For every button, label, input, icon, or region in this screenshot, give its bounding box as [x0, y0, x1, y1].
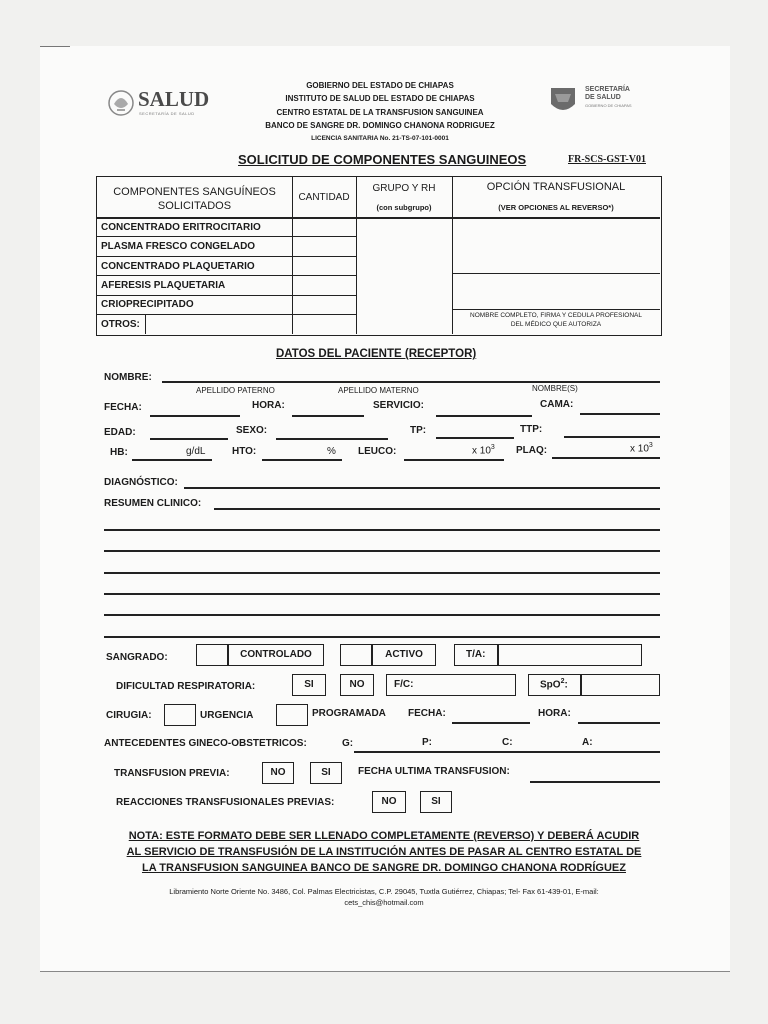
urgencia-label: URGENCIA [200, 710, 254, 721]
salud-logo [108, 86, 218, 122]
header-line-5: LICENCIA SANITARIA No. 21-TS-07-101-0001 [311, 135, 449, 142]
resumen-line [104, 529, 660, 531]
row-otros: OTROS: [101, 319, 140, 330]
paper-edge [40, 971, 730, 972]
institution-header [240, 81, 520, 147]
resumen-label: RESUMEN CLINICO: [104, 498, 202, 509]
cirugia-label: CIRUGIA: [106, 710, 152, 721]
resumen-line [104, 550, 660, 552]
hb-label: HB: [110, 447, 128, 458]
edad-line [150, 438, 228, 440]
nota: NOTA: ESTE FORMATO DEBE SER LLENADO COMPLETAMENTE (REVERSO) Y DEBERÁ ACUDIR AL SERVICIO DE TRANSFUSIÓN DE LA INSTITUCIÓN ANTES DE PASAR AL CENTRO ESTATAL DE LA TRANSFUSION SANGUINEA BANCO DE SANGRE DR. DOMINGO CHANONA RODRÍGUEZ [126, 830, 642, 874]
resumen-line [104, 636, 660, 638]
header-line-3: CENTRO ESTATAL DE LA TRANSFUSION SANGUINEA [276, 108, 484, 117]
row-concentrado-plaquetario: CONCENTRADO PLAQUETARIO [101, 261, 255, 272]
fecha-ultima-line [530, 781, 660, 783]
tp-line [436, 437, 514, 439]
row-concentrado-eritrocitario: CONCENTRADO ERITROCITARIO [101, 222, 261, 233]
programada-label: PROGRAMADA [312, 708, 386, 719]
salud-logo-subtext: SECRETARÍA DE SALUD [139, 111, 195, 116]
leuco-unit: x $10^3$ [472, 444, 495, 457]
activo-checkbox[interactable] [340, 644, 372, 666]
spo2-label: SpO$^2$: [540, 678, 568, 691]
cirugia-fecha-line [452, 722, 530, 724]
nombre-line [162, 381, 660, 383]
resumen-line [104, 614, 660, 616]
fecha-line [150, 415, 240, 417]
servicio-label: SERVICIO: [373, 400, 424, 411]
ttp-line [564, 436, 660, 438]
transfusion-previa-label: TRANSFUSION PREVIA: [114, 768, 230, 779]
hb-line [132, 459, 212, 461]
chiapas-logo [548, 84, 658, 118]
cirugia-fecha-label: FECHA: [408, 708, 446, 719]
reacciones-si-label: SI [431, 796, 441, 807]
plaq-label: PLAQ: [516, 445, 548, 456]
reacciones-label: REACCIONES TRANSFUSIONALES PREVIAS: [116, 797, 335, 808]
fecha-label: FECHA: [104, 402, 142, 413]
edad-label: EDAD: [104, 427, 136, 438]
servicio-line [436, 415, 532, 417]
footer-address: Libramiento Norte Oriente No. 3486, Col. Palmas Electricistas, C.P. 29045, Tuxtla Gutiérrez, Chiapas; Tel- Fax 61-439-01, E-mail: cets_chis@hotmail.com [169, 887, 599, 907]
cama-label: CAMA: [540, 399, 574, 410]
col-group-subheader: (con subgrupo) [376, 203, 432, 212]
resumen-line [104, 572, 660, 574]
nombre-label: NOMBRE: [104, 372, 152, 383]
col-components-header: COMPONENTES SANGUÍNEOS SOLICITADOS [113, 186, 276, 212]
col-option-header: OPCIÓN TRANSFUSIONAL [486, 181, 626, 193]
plaq-unit: x $10^3$ [630, 442, 653, 455]
chiapas-logo-line1: SECRETARÍA [585, 86, 630, 93]
c-label: C: [502, 737, 513, 748]
sexo-line [276, 438, 388, 440]
programada-checkbox[interactable] [276, 704, 308, 726]
chiapas-emblem-icon [548, 84, 578, 116]
form-code: FR-SCS-GST-V01 [568, 154, 646, 165]
controlado-checkbox[interactable] [196, 644, 228, 666]
dificultad-si-label: SI [304, 679, 314, 690]
eagle-emblem-icon [108, 86, 134, 120]
salud-logo-text: SALUD [138, 87, 210, 111]
header-line-1: GOBIERNO DEL ESTADO DE CHIAPAS [306, 81, 454, 90]
dificultad-label: DIFICULTAD RESPIRATORIA: [116, 681, 256, 692]
ta-label: T/A: [466, 649, 486, 660]
fecha-ultima-label: FECHA ULTIMA TRANSFUSION: [358, 766, 510, 777]
reacciones-no-label: NO [381, 796, 397, 807]
gineco-line [354, 751, 660, 753]
hto-label: HTO: [232, 446, 257, 457]
cirugia-hora-line [578, 722, 660, 724]
antecedentes-label: ANTECEDENTES GINECO-OBSTETRICOS: [104, 738, 307, 749]
components-table [96, 176, 662, 336]
fc-label: F/C: [394, 679, 414, 690]
transfusion-si-label: SI [321, 767, 331, 778]
row-plasma-fresco: PLASMA FRESCO CONGELADO [101, 241, 256, 252]
diagnostico-line [184, 487, 660, 489]
hora-line [292, 415, 364, 417]
cirugia-hora-label: HORA: [538, 708, 571, 719]
g-label: G: [342, 738, 354, 749]
dificultad-no-label: NO [349, 679, 365, 690]
doctor-signature-label: NOMBRE COMPLETO, FIRMA Y CEDULA PROFESIONAL DEL MÉDICO QUE AUTORIZA [470, 312, 642, 328]
gdl-unit: g/dL [186, 446, 206, 457]
col-group-header: GRUPO Y RH [372, 183, 436, 194]
row-aferesis: AFERESIS PLAQUETARIA [101, 280, 226, 291]
paper-edge [40, 46, 70, 47]
apellido-paterno-label: APELLIDO PATERNO [196, 386, 275, 395]
form-title: SOLICITUD DE COMPONENTES SANGUINEOS [238, 152, 527, 167]
plaq-line [552, 457, 660, 459]
a-label: A: [582, 737, 593, 748]
diagnostico-label: DIAGNÓSTICO: [104, 477, 178, 488]
patient-section-title: DATOS DEL PACIENTE (RECEPTOR) [276, 348, 477, 360]
chiapas-logo-line2: DE SALUD [585, 94, 621, 101]
hora-label: HORA: [252, 400, 285, 411]
p-label: P: [422, 737, 432, 748]
chiapas-logo-line3: GOBIERNO DE CHIAPAS [585, 103, 632, 108]
header-line-2: INSTITUTO DE SALUD DEL ESTADO DE CHIAPAS [285, 94, 475, 103]
sangrado-label: SANGRADO: [106, 652, 168, 663]
cama-line [580, 413, 660, 415]
ttp-label: TTP: [520, 424, 543, 435]
apellido-materno-label: APELLIDO MATERNO [338, 386, 419, 395]
urgencia-checkbox[interactable] [164, 704, 196, 726]
col-option-subheader: (VER OPCIONES AL REVERSO*) [498, 203, 614, 212]
transfusion-no-label: NO [270, 767, 286, 778]
header-line-4: BANCO DE SANGRE DR. DOMINGO CHANONA RODRIGUEZ [265, 121, 495, 130]
sexo-label: SEXO: [236, 425, 268, 436]
controlado-label: CONTROLADO [240, 649, 312, 660]
ta-field[interactable] [498, 644, 642, 666]
leuco-label: LEUCO: [358, 446, 397, 457]
leuco-line [404, 459, 504, 461]
tp-label: TP: [410, 425, 427, 436]
resumen-line [214, 508, 660, 510]
resumen-line [104, 593, 660, 595]
row-crioprecipitado: CRIOPRECIPITADO [101, 299, 194, 310]
nombres-label: NOMBRE(S) [532, 384, 578, 393]
col-quantity-header: CANTIDAD [298, 192, 350, 203]
hto-line [262, 459, 342, 461]
hto-percent: % [327, 446, 336, 457]
activo-label: ACTIVO [385, 649, 423, 660]
